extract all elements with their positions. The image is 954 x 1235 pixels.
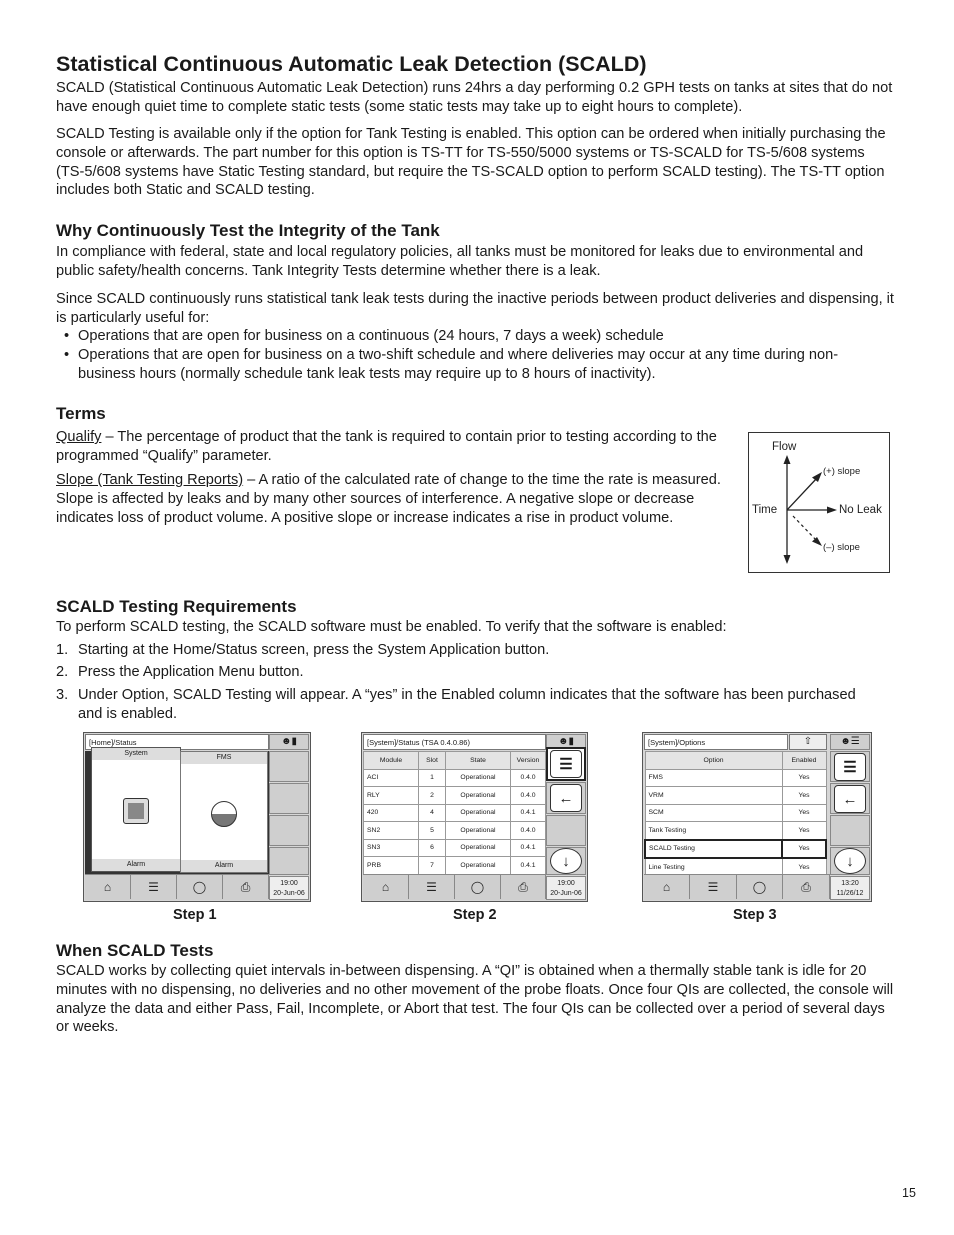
positive-slope-label: (+) slope — [823, 466, 861, 477]
column-header: State — [446, 752, 511, 770]
requirements-heading: SCALD Testing Requirements — [56, 597, 297, 616]
screenshot-step-3 — [642, 732, 872, 902]
system-alarm-label: Alarm — [92, 859, 180, 871]
toolbar — [363, 874, 546, 900]
cell: 0.4.0 — [511, 769, 546, 787]
cell: 0.4.0 — [511, 822, 546, 840]
when-heading: When SCALD Tests — [56, 941, 214, 960]
help-icon[interactable]: ◯ — [177, 875, 223, 899]
cell: Yes — [782, 769, 826, 787]
cell: 7 — [419, 857, 446, 875]
step-2-caption: Step 2 — [453, 907, 497, 923]
cell: Yes — [782, 787, 826, 805]
cell: 0.4.1 — [511, 857, 546, 875]
cell: 0.4.1 — [511, 804, 546, 822]
step-number: 1. — [56, 642, 69, 658]
cell: 2 — [419, 787, 446, 805]
table-row[interactable] — [645, 822, 826, 840]
help-icon[interactable]: ◯ — [737, 875, 783, 899]
fms-label: FMS — [181, 752, 267, 764]
cell: FMS — [645, 769, 782, 787]
step-number: 3. — [56, 687, 69, 703]
cell: 420 — [364, 804, 419, 822]
bullet-text: Operations that are open for business on a two-shift schedule and where deliveries may occur at any time during non-business hours (normally schedule tank leak tests may require up to 8 hours of inactivity). — [78, 347, 839, 382]
cell: SCM — [645, 804, 782, 822]
bullet-marker: • — [64, 328, 70, 344]
scroll-down-button[interactable] — [830, 847, 870, 875]
print-icon[interactable]: ⎙ — [501, 875, 546, 899]
why-paragraph-2: Since SCALD continuously runs statistical tank leak tests during the inactive periods between product deliveries and dispensing, it is particularly useful for: — [56, 291, 894, 326]
step-text: Under Option, SCALD Testing will appear. A “yes” in the Enabled column indicates that the software has been purchased and is enabled. — [78, 687, 856, 722]
cell: 4 — [419, 804, 446, 822]
system-label: System — [92, 748, 180, 760]
cell: SCALD Testing — [645, 840, 782, 859]
cell: 5 — [419, 822, 446, 840]
table-row[interactable] — [645, 787, 826, 805]
help-icon[interactable]: ◯ — [455, 875, 501, 899]
cell: Operational — [446, 839, 511, 857]
menu-icon[interactable]: ☰ — [690, 875, 737, 899]
cell: Yes — [782, 858, 826, 876]
step-text: Press the Application Menu button. — [78, 664, 304, 680]
table-row[interactable] — [364, 787, 546, 805]
slope-diagram-svg — [749, 433, 891, 574]
table-row[interactable] — [645, 769, 826, 787]
cell: Yes — [782, 840, 826, 859]
back-button[interactable] — [830, 783, 870, 814]
user-icon[interactable]: ☻▮ — [269, 734, 309, 750]
when-paragraph: SCALD works by collecting quiet intervals in-between dispensing. A “QI” is obtained when a thermally stable tank is idle for 20 minutes with no dispensing, no deliveries and no other movement of the probe floats. Once four QIs are collected, the console will analyze the data and either Pass, Fail, Incomplete, or Abort that test. The four QIs can be collected over a period of several days or weeks. — [56, 963, 894, 1036]
cell: Yes — [782, 804, 826, 822]
screen-title: [Home]/Status — [85, 734, 269, 750]
cell: 1 — [419, 769, 446, 787]
screen-title: [System]/Status (TSA 0.4.0.86) — [363, 734, 546, 750]
no-leak-label: No Leak — [839, 504, 882, 516]
toolbar — [85, 874, 269, 900]
bullet-text: Operations that are open for business on a continuous (24 hours, 7 days a week) schedule — [78, 328, 664, 344]
screen-title: [System]/Options — [644, 734, 788, 750]
cell: ACI — [364, 769, 419, 787]
qualify-term: Qualify — [56, 429, 102, 445]
side-button[interactable] — [830, 815, 870, 846]
user-icon[interactable]: ☻☰ — [830, 734, 870, 750]
slope-diagram — [748, 432, 890, 573]
terms-heading: Terms — [56, 404, 106, 423]
fms-panel[interactable] — [180, 751, 268, 873]
clock-date: 20-Jun-06 — [550, 890, 582, 897]
time-label: Time — [752, 504, 778, 516]
down-arrow-icon: ↓ — [834, 848, 866, 874]
flow-label: Flow — [772, 441, 797, 453]
page-title: Statistical Continuous Automatic Leak Detection (SCALD) — [56, 52, 647, 76]
table-row[interactable] — [364, 857, 546, 875]
cell: SN2 — [364, 822, 419, 840]
cell: Tank Testing — [645, 822, 782, 840]
module-table — [363, 751, 546, 875]
table-row-highlighted[interactable] — [645, 840, 826, 859]
column-header: Version — [511, 752, 546, 770]
cell: Line Testing — [645, 858, 782, 876]
qualify-def-text: – The percentage of product that the tank is required to contain prior to testing according to the programmed “Qualify” parameter. — [56, 429, 717, 464]
slope-def-text: – A ratio of the calculated rate of change to the time the rate is measured. Slope is affected by leaks and by many other sources of interference. A negative slope or decrease indicates loss of product volume. A positive slope or increase indicates a rise in product volume. — [56, 472, 721, 526]
step-number: 2. — [56, 664, 69, 680]
cell: Operational — [446, 857, 511, 875]
screenshot-step-2 — [361, 732, 588, 902]
qualify-definition — [56, 428, 736, 466]
home-icon[interactable]: ⌂ — [85, 875, 131, 899]
step-1-caption: Step 1 — [173, 907, 217, 923]
cell: SN3 — [364, 839, 419, 857]
side-button[interactable] — [269, 751, 309, 782]
negative-slope-label: (–) slope — [823, 542, 860, 553]
application-menu-button[interactable] — [546, 747, 586, 781]
requirements-intro: To perform SCALD testing, the SCALD software must be enabled. To verify that the software is enabled: — [56, 619, 727, 635]
clock — [546, 876, 586, 900]
cell: 0.4.1 — [511, 839, 546, 857]
cell: Operational — [446, 769, 511, 787]
screenshot-step-1 — [83, 732, 311, 902]
cell: 6 — [419, 839, 446, 857]
slope-term: Slope (Tank Testing Reports) — [56, 472, 244, 488]
table-header-row — [364, 752, 546, 770]
cell: PRB — [364, 857, 419, 875]
step-3-caption: Step 3 — [733, 907, 777, 923]
table-row[interactable] — [364, 822, 546, 840]
side-button[interactable] — [546, 815, 586, 846]
intro-paragraph-2: SCALD Testing is available only if the option for Tank Testing is enabled. This option can be ordered when initially purchasing the console or afterwards. The part number for this option is TS-TT for TS-550/5000 systems or TS-SCALD for TS-5/608 systems (TS-5/608 systems have Static Testing standard, but require the TS-SCALD option to perform SCALD testing). The TS-TT option includes both Static and SCALD testing. — [56, 126, 886, 199]
column-header: Option — [645, 752, 782, 770]
print-icon[interactable]: ⎙ — [223, 875, 269, 899]
print-icon[interactable]: ⎙ — [783, 875, 830, 899]
fms-tank-icon — [211, 801, 237, 827]
why-heading: Why Continuously Test the Integrity of the Tank — [56, 221, 440, 240]
step-text: Starting at the Home/Status screen, press the System Application button. — [78, 642, 550, 658]
clock-time: 13:20 — [841, 880, 859, 887]
clock-date: 20-Jun-06 — [273, 890, 305, 897]
system-panel[interactable] — [91, 747, 181, 872]
clock-time: 19:00 — [280, 880, 298, 887]
column-header: Enabled — [782, 752, 826, 770]
cell: VRM — [645, 787, 782, 805]
clock — [269, 876, 309, 900]
clock-date: 11/26/12 — [836, 890, 864, 897]
table-row[interactable] — [364, 804, 546, 822]
side-button[interactable] — [269, 783, 309, 814]
clock — [830, 876, 870, 900]
cell: 0.4.0 — [511, 787, 546, 805]
menu-icon[interactable]: ☰ — [131, 875, 177, 899]
app-menu-icon: ☰ — [550, 750, 582, 778]
scroll-down-button[interactable] — [546, 847, 586, 875]
system-icon — [123, 798, 149, 824]
back-arrow-icon: ← — [550, 784, 582, 812]
cell: Yes — [782, 822, 826, 840]
bullet-marker: • — [64, 347, 70, 363]
home-icon[interactable]: ⌂ — [644, 875, 690, 899]
options-table — [644, 751, 827, 877]
table-row[interactable] — [645, 804, 826, 822]
fms-alarm-label: Alarm — [181, 860, 267, 872]
intro-paragraph-1: SCALD (Statistical Continuous Automatic Leak Detection) runs 24hrs a day performing 0.2 GPH tests on tanks at sites that do not have enough quiet time to complete static tests (some static tests may take up to eight hours to complete). — [56, 80, 893, 115]
back-arrow-icon: ← — [834, 785, 866, 813]
side-button[interactable] — [269, 815, 309, 846]
back-button[interactable] — [546, 782, 586, 814]
down-arrow-icon: ↓ — [550, 848, 582, 874]
cell: Operational — [446, 804, 511, 822]
cell: Operational — [446, 822, 511, 840]
toolbar — [644, 874, 830, 900]
side-button[interactable] — [269, 847, 309, 875]
cell: RLY — [364, 787, 419, 805]
app-menu-icon: ☰ — [834, 753, 866, 781]
table-header-row — [645, 752, 826, 770]
column-header: Module — [364, 752, 419, 770]
home-icon[interactable]: ⌂ — [363, 875, 409, 899]
menu-icon[interactable]: ☰ — [409, 875, 455, 899]
why-paragraph-1: In compliance with federal, state and local regulatory policies, all tanks must be monitored for leaks due to environmental and public safety/health concerns. Tank Integrity Tests determine whether there is a leak. — [56, 244, 864, 279]
slope-definition — [56, 471, 736, 527]
cell: Operational — [446, 787, 511, 805]
table-row[interactable] — [364, 769, 546, 787]
user-icon[interactable]: ☻▮ — [546, 734, 586, 750]
scroll-up-icon[interactable]: ⇧ — [789, 734, 827, 750]
clock-time: 19:00 — [557, 880, 575, 887]
application-menu-button[interactable] — [830, 751, 870, 782]
page-number: 15 — [902, 1186, 916, 1200]
column-header: Slot — [419, 752, 446, 770]
table-row[interactable] — [364, 839, 546, 857]
